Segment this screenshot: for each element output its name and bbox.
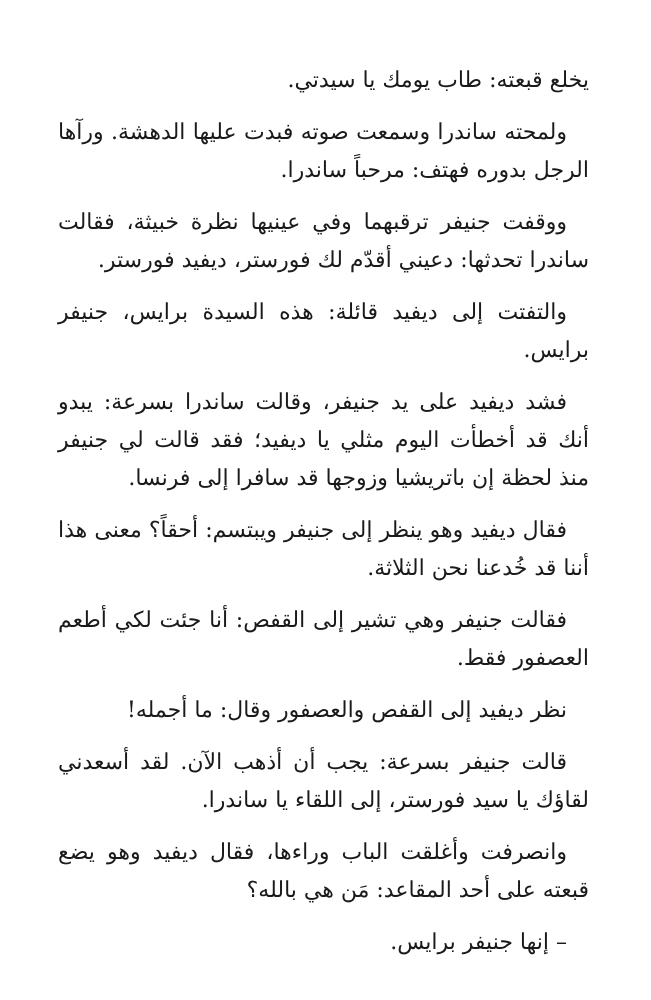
paragraph-7: فقالت جنيفر وهي تشير إلى القفص: أنا جئت لكي أطعم العصفور فقط. (58, 608, 589, 671)
paragraph-6: فقال ديفيد وهو ينظر إلى جنيفر ويبتسم: أحقاً؟ معنى هذا أننا قد خُدعنا نحن الثلاثة. (58, 518, 589, 581)
paragraph-5: فشد ديفيد على يد جنيفر، وقالت ساندرا بسرعة: يبدو أنك قد أخطأت اليوم مثلي يا ديفيد؛ فقد قالت لي جنيفر منذ لحظة إن باتريشيا وزوجها قد سافرا إلى فرنسا. (58, 390, 589, 491)
paragraph-10: وانصرفت وأغلقت الباب وراءها، فقال ديفيد وهو يضع قبعته على أحد المقاعد: مَن هي بالله؟ (58, 840, 589, 903)
paragraph-9: قالت جنيفر بسرعة: يجب أن أذهب الآن. لقد أسعدني لقاؤك يا سيد فورستر، إلى اللقاء يا ساندرا. (58, 750, 589, 813)
paragraph-8: نظر ديفيد إلى القفص والعصفور وقال: ما أجمله! (127, 698, 567, 723)
dialogue-line: – إنها جنيفر برايس. (390, 930, 567, 955)
paragraph-1: يخلع قبعته: طاب يومك يا سيدتي. (287, 68, 589, 93)
paragraph-2: ولمحته ساندرا وسمعت صوته فبدت عليها الدهشة. ورآها الرجل بدوره فهتف: مرحباً ساندرا. (58, 120, 589, 183)
paragraph-4: والتفتت إلى ديفيد قائلة: هذه السيدة برايس، جنيفر برايس. (58, 300, 589, 363)
paragraph-3: ووقفت جنيفر ترقبهما وفي عينيها نظرة خبيثة، فقالت ساندرا تحدثها: دعيني أقدّم لك فورستر، ديفيد فورستر. (58, 210, 589, 273)
